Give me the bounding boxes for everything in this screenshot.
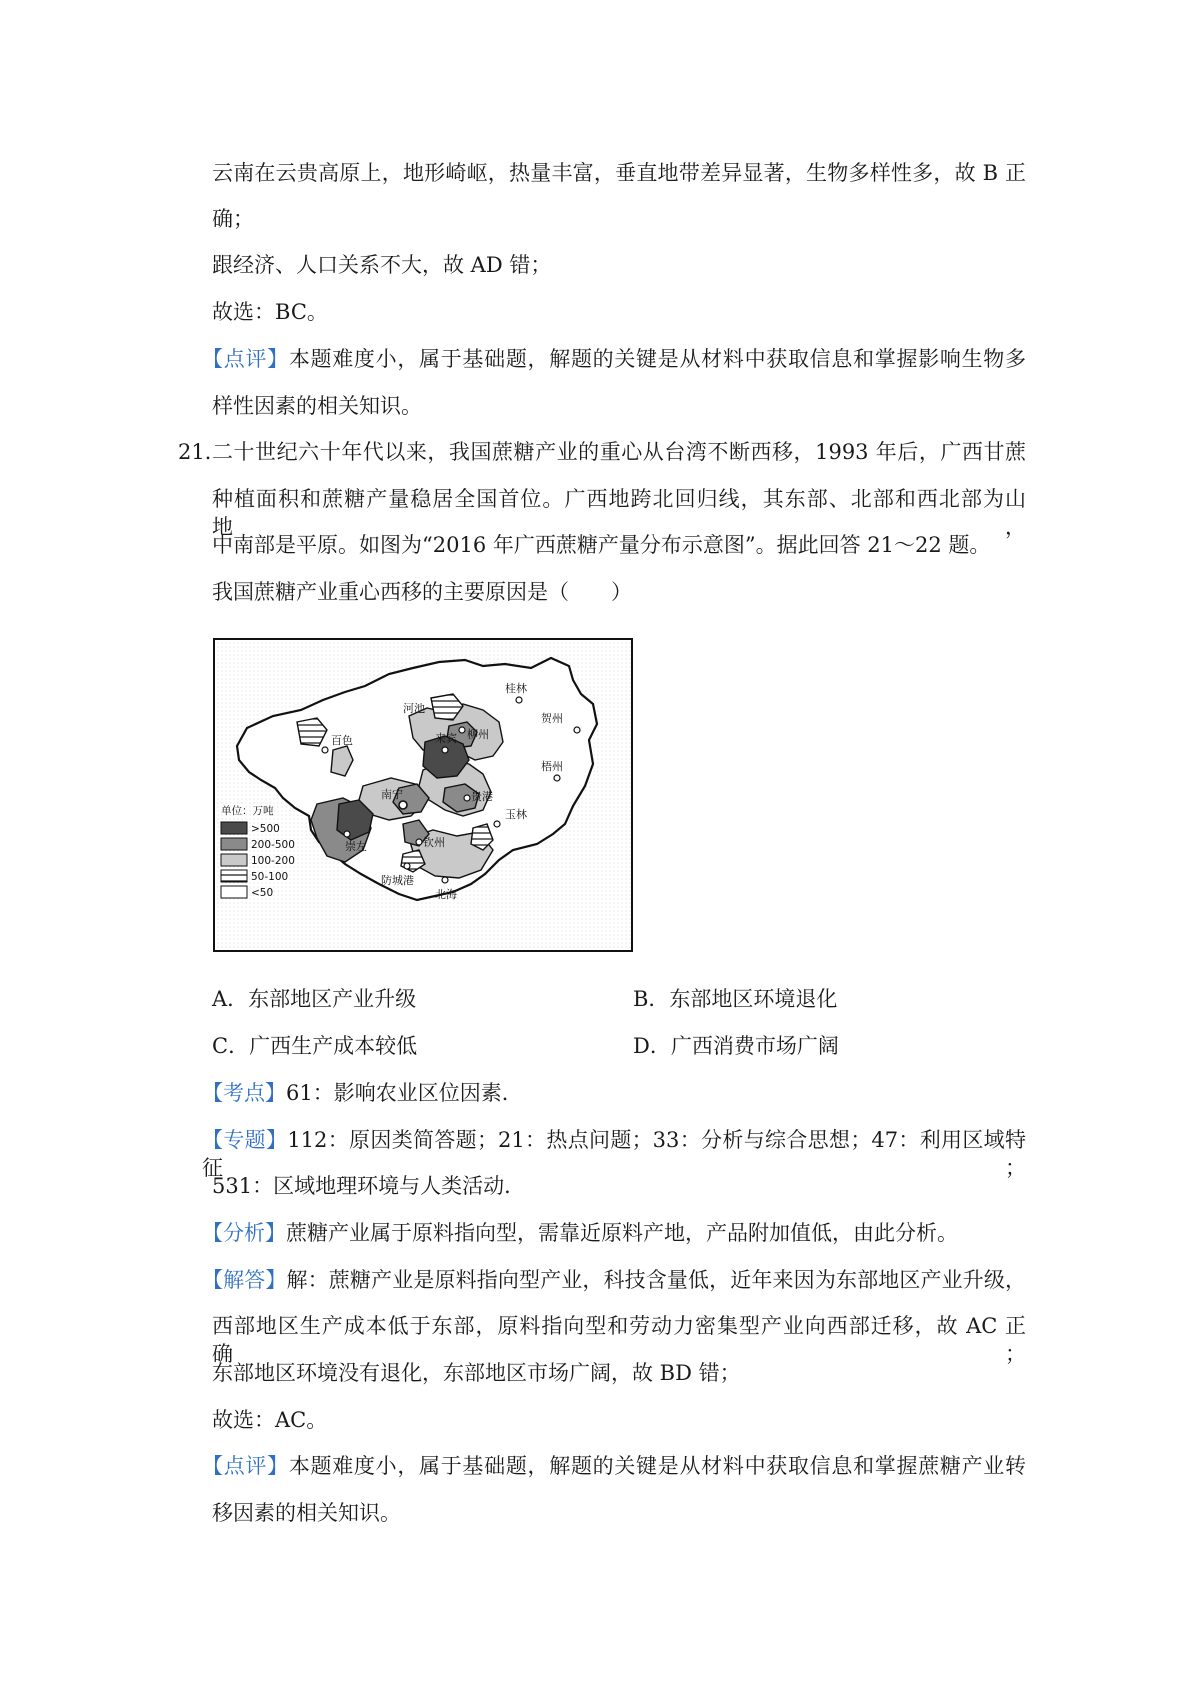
city-label-liuzhou: 柳州 [467, 728, 489, 741]
legend-title: 单位：万吨 [221, 805, 274, 817]
comment-tag: 【点评】 [202, 347, 289, 371]
city-label-guilin: 桂林 [505, 682, 527, 695]
city-label-chongzuo: 崇左 [345, 840, 367, 853]
option-c[interactable]: C．广西生产成本较低 [212, 1034, 418, 1058]
zhuanti-text-1: 112：原因类简答题；21：热点问题；33：分析与综合思想；47：利用区域特征； [202, 1128, 1027, 1180]
city-label-qinzhou: 钦州 [423, 836, 445, 849]
city-dot-wuzhou [554, 775, 560, 781]
legend-label-50-100: 50-100 [251, 871, 289, 883]
legend-swatch-200-500 [221, 838, 247, 850]
legend-label-under-50: <50 [251, 887, 274, 899]
question-stem-line-3: 中南部是平原。如图为“2016 年广西蔗糖产量分布示意图”。据此回答 21～22 题。 [212, 533, 991, 557]
kaodian-tag: 【考点】 [202, 1081, 286, 1105]
comment-text: 本题难度小，属于基础题，解题的关键是从材料中获取信息和掌握影响生物多 [288, 347, 1026, 371]
city-label-hechi: 河池 [403, 702, 425, 715]
city-label-beihai: 北海 [435, 888, 457, 901]
city-dot-yulin [494, 821, 500, 827]
jieda-line-2: 西部地区生产成本低于东部，原料指向型和劳动力密集型产业向西部迁移，故 AC 正确； [212, 1314, 1026, 1366]
prev-answer-line-1: 云南在云贵高原上，地形崎岖，热量丰富，垂直地带差异显著，生物多样性多，故 B 正 [212, 161, 1026, 185]
option-b[interactable]: B．东部地区环境退化 [633, 987, 838, 1011]
legend-label-100-200: 100-200 [251, 855, 295, 867]
legend-label-over-500: >500 [251, 823, 280, 835]
city-label-laibin: 来宾 [435, 732, 457, 745]
legend-swatch-50-100 [221, 870, 247, 882]
question-stem-line-2: 种植面积和蔗糖产量稳居全国首位。广西地跨北回归线，其东部、北部和西北部为山地， [212, 487, 1026, 539]
fenxi-tag: 【分析】 [202, 1221, 286, 1245]
city-label-wuzhou: 梧州 [541, 760, 563, 773]
question-prompt: 我国蔗糖产业重心西移的主要原因是（ ） [212, 580, 632, 604]
question-stem-line-1: 二十世纪六十年代以来，我国蔗糖产业的重心从台湾不断西移，1993 年后，广西甘蔗 [212, 440, 1026, 464]
dianping-text-1: 本题难度小，属于基础题，解题的关键是从材料中获取信息和掌握蔗糖产业转 [288, 1454, 1026, 1478]
jieda-tag: 【解答】 [202, 1268, 287, 1292]
city-dot-beihai [442, 877, 448, 883]
legend-label-200-500: 200-500 [251, 839, 295, 851]
city-dot-hezhou [574, 727, 580, 733]
city-label-hezhou: 贺州 [541, 712, 563, 725]
fenxi-line [202, 1219, 958, 1247]
city-dot-laibin [442, 747, 448, 753]
prev-answer-line-4: 故选：BC。 [212, 300, 328, 324]
city-label-nanning: 南宁 [381, 788, 403, 801]
kaodian-line [202, 1079, 523, 1107]
city-label-baise: 百色 [331, 734, 353, 747]
city-dot-guilin [516, 697, 522, 703]
city-dot-fangchenggang [404, 863, 410, 869]
city-dot-baise [322, 747, 328, 753]
city-dot-nanning [399, 801, 407, 809]
prev-answer-line-3: 跟经济、人口关系不大，故 AD 错； [212, 253, 552, 277]
city-dot-liuzhou [459, 727, 465, 733]
dianping-line-2: 移因素的相关知识。 [212, 1501, 401, 1525]
zhuanti-tag: 【专题】 [202, 1128, 288, 1152]
option-d[interactable]: D．广西消费市场广阔 [633, 1034, 839, 1058]
dianping-line-1 [202, 1452, 1026, 1480]
city-dot-chongzuo [344, 831, 350, 837]
jieda-text-1: 解：蔗糖产业是原料指向型产业，科技含量低，近年来因为东部地区产业升级， [286, 1268, 1027, 1292]
dianping-tag: 【点评】 [202, 1454, 289, 1478]
legend-swatch-over-500 [221, 822, 247, 834]
question-number: 21． [178, 440, 226, 464]
answer-line: 故选：AC。 [212, 1408, 328, 1432]
legend-swatch-100-200 [221, 854, 247, 866]
legend-swatch-under-50 [221, 886, 247, 898]
city-label-guigang: 贵港 [471, 790, 493, 803]
zhuanti-line-2: 531：区域地理环境与人类活动． [212, 1174, 526, 1198]
city-label-fangchenggang: 防城港 [381, 874, 414, 887]
prev-comment-line-1 [202, 345, 1026, 373]
jieda-line-1 [202, 1266, 1026, 1294]
prev-answer-line-2: 确； [212, 207, 254, 231]
city-label-yulin: 玉林 [505, 808, 527, 821]
jieda-line-3: 东部地区环境没有退化，东部地区市场广阔，故 BD 错； [212, 1361, 741, 1385]
guangxi-sugar-map [213, 638, 633, 952]
fenxi-text: 蔗糖产业属于原料指向型，需靠近原料产地，产品附加值低，由此分析。 [286, 1221, 958, 1245]
kaodian-text: 61：影响农业区位因素． [286, 1081, 523, 1105]
prev-comment-line-2: 样性因素的相关知识。 [212, 394, 422, 418]
city-dot-guigang [464, 795, 470, 801]
option-a[interactable]: A．东部地区产业升级 [212, 987, 417, 1011]
city-dot-qinzhou [416, 839, 422, 845]
